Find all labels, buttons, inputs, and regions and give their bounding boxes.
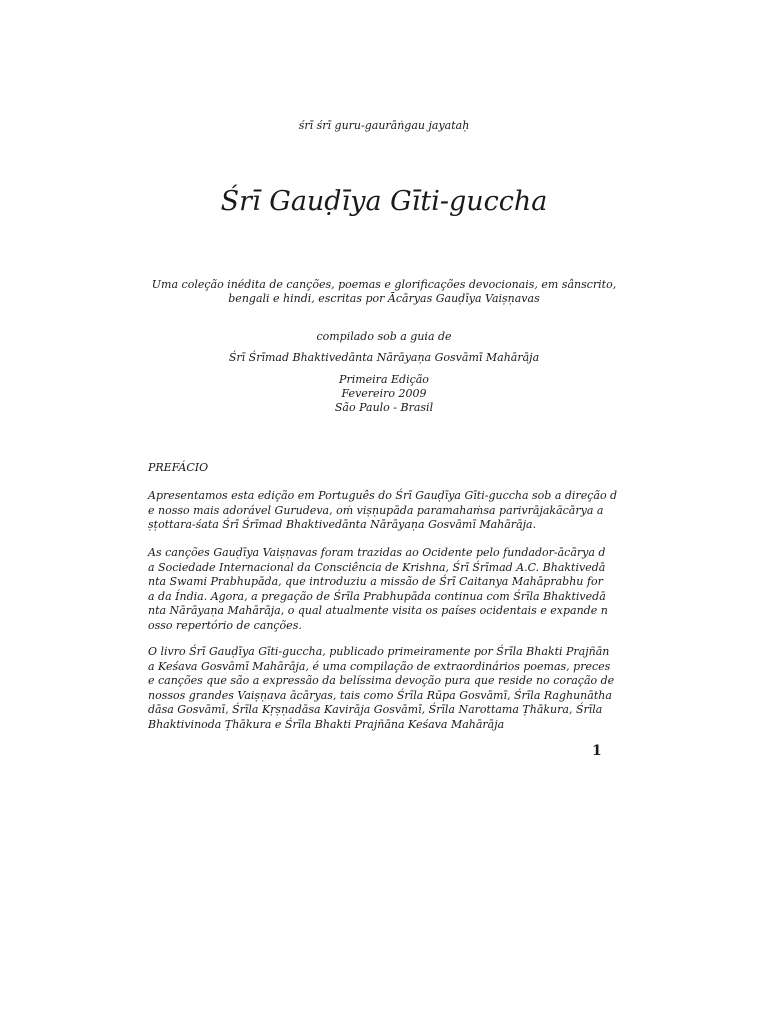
subtitle-line-2: bengali e hindi, escritas por Ācāryas Gauḍīya Vaiṣṇavas (228, 292, 540, 305)
paragraph-line: Apresentamos esta edição em Português do Śrī Gauḍīya Gīti-guccha sob a direção d (148, 489, 618, 502)
compiled-label: compilado sob a guia de (316, 330, 452, 343)
edition-date: Fevereiro 2009 (341, 387, 427, 400)
paragraph-line: Bhaktivinoda Ṭhākura e Śrīla Bhakti Prajñāna Keśava Mahārāja (148, 717, 505, 731)
paragraph-line: nossos grandes Vaiṣṇava ācāryas, tais como Śrīla Rūpa Gosvāmī, Śrīla Raghunātha (148, 688, 612, 702)
preface-paragraph-1 (148, 489, 618, 533)
paragraph-line: nta Swami Prabhupāda, que introduziu a missão de Śrī Caitanya Mahāprabhu for (148, 575, 603, 588)
page-number: 1 (592, 743, 602, 759)
book-title: Śrī Gauḍīya Gīti-guccha (220, 186, 548, 217)
paragraph-line: a Sociedade Internacional da Consciência de Krishna, Śrī Śrīmad A.C. Bhaktivedā (148, 560, 606, 574)
paragraph-line: a da Índia. Agora, a pregação de Śrīla Prabhupāda continua com Śrīla Bhaktivedā (148, 589, 606, 603)
paragraph-line: a Keśava Gosvāmī Mahārāja, é uma compilação de extraordinários poemas, preces (148, 659, 611, 673)
paragraph-line: As canções Gauḍīya Vaiṣṇavas foram trazidas ao Ocidente pelo fundador-ācārya d (148, 546, 606, 559)
preface-paragraph-2 (148, 546, 618, 633)
edition-name: Primeira Edição (339, 373, 429, 386)
edition-place: São Paulo - Brasil (334, 401, 434, 414)
paragraph-line: osso repertório de canções. (148, 618, 302, 632)
paragraph-line: ṣṭottara-śata Śrī Śrīmad Bhaktivedānta Nārāyaṇa Gosvāmī Mahārāja. (148, 518, 537, 531)
book-subtitle (100, 278, 668, 306)
paragraph-line: nta Nārāyaṇa Mahārāja, o qual atualmente visita os países ocidentais e expande n (148, 604, 608, 617)
invocation-line: śrī śrī guru-gaurāṅgau jayataḥ (298, 119, 470, 132)
paragraph-line: e canções que são a expressão da belíssima devoção pura que reside no coração de (148, 674, 615, 687)
preface-heading: PREFÁCIO (148, 461, 209, 474)
edition-info (100, 373, 668, 415)
paragraph-line: O livro Śrī Gauḍīya Gīti-guccha, publicado primeiramente por Śrīla Bhakti Prajñān (148, 645, 610, 658)
preface-paragraph-3 (148, 645, 618, 732)
paragraph-line: e nosso mais adorável Gurudeva, oṁ viṣṇupāda paramahaṁsa parivrājakācārya a (148, 503, 604, 517)
subtitle-line-1: Uma coleção inédita de canções, poemas e glorificações devocionais, em sânscrito, (151, 278, 617, 291)
guide-name: Śrī Śrīmad Bhaktivedānta Nārāyaṇa Gosvāmī Mahārāja (228, 351, 540, 364)
paragraph-line: dāsa Gosvāmī, Śrīla Kṛṣṇadāsa Kavirāja Gosvāmī, Śrīla Narottama Ṭhākura, Śrīla (148, 703, 603, 716)
